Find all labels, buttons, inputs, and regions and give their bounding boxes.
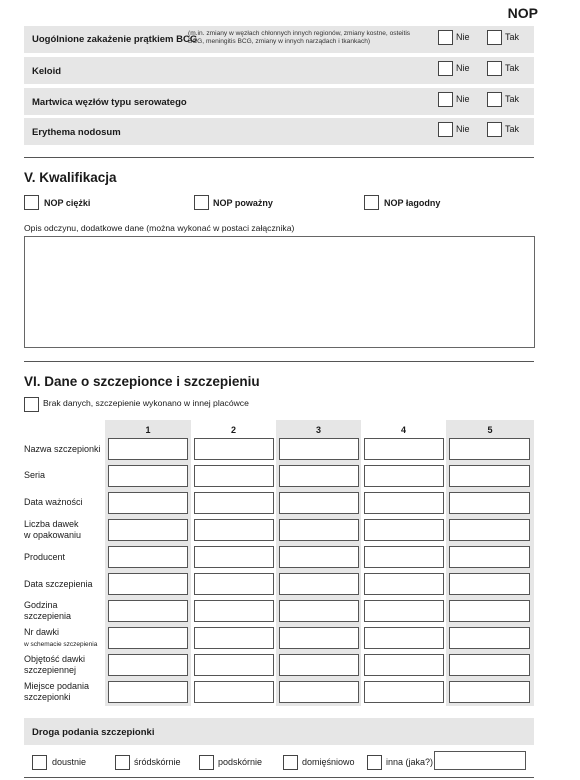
route-option-subcutaneous: podskórnie: [218, 757, 263, 767]
row-label: Miejsce podania szczepionki: [24, 681, 90, 702]
vaccine-cell-input[interactable]: [194, 492, 274, 514]
section-divider: [24, 157, 534, 158]
checkbox-no[interactable]: [438, 122, 453, 137]
option-nop-severe: NOP ciężki: [44, 198, 91, 208]
checkbox-yes[interactable]: [487, 122, 502, 137]
vaccine-table: [105, 420, 534, 706]
vaccine-cell-input[interactable]: [449, 546, 530, 568]
vaccine-cell-input[interactable]: [364, 465, 444, 487]
vaccine-cell-input[interactable]: [194, 573, 274, 595]
vaccine-cell-input[interactable]: [364, 573, 444, 595]
complication-label: Uogólnione zakażenie prątkiem BCG: [32, 34, 198, 45]
checkbox-route-intramuscular[interactable]: [283, 755, 298, 770]
checkbox-yes[interactable]: [487, 61, 502, 76]
label-no: Nie: [456, 94, 470, 104]
vaccine-cell-input[interactable]: [108, 627, 188, 649]
route-option-intradermal: śródskórnie: [134, 757, 181, 767]
label-no: Nie: [456, 63, 470, 73]
label-yes: Tak: [505, 94, 520, 104]
column-header: 1: [145, 425, 151, 435]
vaccine-cell-input[interactable]: [449, 654, 530, 676]
vaccine-cell-input[interactable]: [279, 519, 359, 541]
vaccine-cell-input[interactable]: [364, 654, 444, 676]
vaccine-cell-input[interactable]: [364, 438, 444, 460]
label-no: Nie: [456, 32, 470, 42]
vaccine-cell-input[interactable]: [279, 654, 359, 676]
complication-label: Erythema nodosum: [32, 127, 121, 138]
row-label: Nazwa szczepionki: [24, 444, 101, 454]
checkbox-route-intradermal[interactable]: [115, 755, 130, 770]
vaccine-cell-input[interactable]: [449, 627, 530, 649]
vaccine-cell-input[interactable]: [279, 573, 359, 595]
vaccine-cell-input[interactable]: [279, 600, 359, 622]
option-nop-serious: NOP poważny: [213, 198, 273, 208]
row-label: Data szczepienia: [24, 579, 93, 589]
route-option-intramuscular: domięśniowo: [302, 757, 355, 767]
checkbox-nop-severe[interactable]: [24, 195, 39, 210]
vaccine-cell-input[interactable]: [194, 519, 274, 541]
vaccine-cell-input[interactable]: [279, 546, 359, 568]
vaccine-cell-input[interactable]: [194, 627, 274, 649]
vaccine-cell-input[interactable]: [279, 438, 359, 460]
route-title: Droga podania szczepionki: [32, 727, 155, 738]
row-label: Liczba dawek w opakowaniu: [24, 519, 82, 540]
vaccine-cell-input[interactable]: [279, 465, 359, 487]
column-header: 5: [487, 425, 493, 435]
vaccine-cell-input[interactable]: [108, 465, 188, 487]
column-header: 2: [230, 425, 236, 435]
vaccine-cell-input[interactable]: [108, 546, 188, 568]
vaccine-cell-input[interactable]: [449, 573, 530, 595]
checkbox-nop-serious[interactable]: [194, 195, 209, 210]
vaccine-cell-input[interactable]: [279, 492, 359, 514]
footer-line: [24, 777, 534, 778]
vaccine-cell-input[interactable]: [364, 681, 444, 703]
label-yes: Tak: [505, 124, 520, 134]
vaccine-cell-input[interactable]: [108, 492, 188, 514]
route-option-other: inna (jaka?): [386, 757, 434, 767]
vaccine-cell-input[interactable]: [194, 681, 274, 703]
checkbox-route-other[interactable]: [367, 755, 382, 770]
row-label: Producent: [24, 552, 66, 562]
vaccine-cell-input[interactable]: [364, 492, 444, 514]
section-title-vaccine: VI. Dane o szczepionce i szczepieniu: [24, 374, 260, 389]
checkbox-no[interactable]: [438, 61, 453, 76]
row-label: Godzina szczepienia: [24, 600, 72, 621]
vaccine-cell-input[interactable]: [449, 600, 530, 622]
column-header: 4: [400, 425, 406, 435]
checkbox-yes[interactable]: [487, 92, 502, 107]
vaccine-cell-input[interactable]: [194, 600, 274, 622]
vaccine-cell-input[interactable]: [194, 546, 274, 568]
complication-label: Martwica węzłów typu serowatego: [32, 97, 187, 108]
row-label: Objętość dawki szczepiennej: [24, 654, 86, 675]
complication-note: (m.in. zmiany w węzłach chłonnych innych regionów, zmiany kostne, osteitis BCG, meningitis BCG, zmiany w innych narządach i tkankach): [188, 30, 411, 45]
vaccine-cell-input[interactable]: [364, 546, 444, 568]
checkbox-route-subcutaneous[interactable]: [199, 755, 214, 770]
vaccine-cell-input[interactable]: [108, 573, 188, 595]
complication-label: Keloid: [32, 66, 62, 77]
checkbox-yes[interactable]: [487, 30, 502, 45]
vaccine-cell-input[interactable]: [449, 492, 530, 514]
vaccine-cell-input[interactable]: [194, 654, 274, 676]
vaccine-cell-input[interactable]: [194, 438, 274, 460]
vaccine-cell-input[interactable]: [108, 438, 188, 460]
row-label: Seria: [24, 470, 46, 480]
vaccine-cell-input[interactable]: [194, 465, 274, 487]
checkbox-no[interactable]: [438, 92, 453, 107]
description-label: Opis odczynu, dodatkowe dane (można wykonać w postaci załącznika): [24, 223, 295, 233]
vaccine-cell-input[interactable]: [108, 600, 188, 622]
route-option-oral: doustnie: [52, 757, 87, 767]
vaccine-cell-input[interactable]: [279, 681, 359, 703]
checkbox-no-data[interactable]: [24, 397, 39, 412]
route-other-input[interactable]: [434, 751, 526, 770]
row-label: Nr dawki w schemacie szczepienia: [24, 627, 98, 648]
vaccine-cell-input[interactable]: [449, 519, 530, 541]
no-data-label: Brak danych, szczepienie wykonano w innej placówce: [43, 398, 249, 408]
route-header: [24, 718, 534, 745]
checkbox-nop-mild[interactable]: [364, 195, 379, 210]
vaccine-cell-input[interactable]: [108, 654, 188, 676]
section-divider: [24, 361, 534, 362]
row-label: Data ważności: [24, 497, 83, 507]
label-no: Nie: [456, 124, 470, 134]
option-nop-mild: NOP łagodny: [384, 198, 441, 208]
vaccine-cell-input[interactable]: [364, 600, 444, 622]
column-header: 3: [315, 425, 321, 435]
label-yes: Tak: [505, 63, 520, 73]
vaccine-cell-input[interactable]: [279, 627, 359, 649]
description-textarea[interactable]: [24, 236, 535, 348]
checkbox-no[interactable]: [438, 30, 453, 45]
vaccine-cell-input[interactable]: [364, 519, 444, 541]
nop-header: NOP: [507, 5, 538, 21]
vaccine-cell-input[interactable]: [449, 465, 530, 487]
vaccine-cell-input[interactable]: [364, 627, 444, 649]
vaccine-cell-input[interactable]: [449, 438, 530, 460]
label-yes: Tak: [505, 32, 520, 42]
vaccine-cell-input[interactable]: [108, 519, 188, 541]
vaccine-cell-input[interactable]: [449, 681, 530, 703]
checkbox-route-oral[interactable]: [32, 755, 47, 770]
section-title-qualification: V. Kwalifikacja: [24, 170, 117, 185]
vaccine-cell-input[interactable]: [108, 681, 188, 703]
